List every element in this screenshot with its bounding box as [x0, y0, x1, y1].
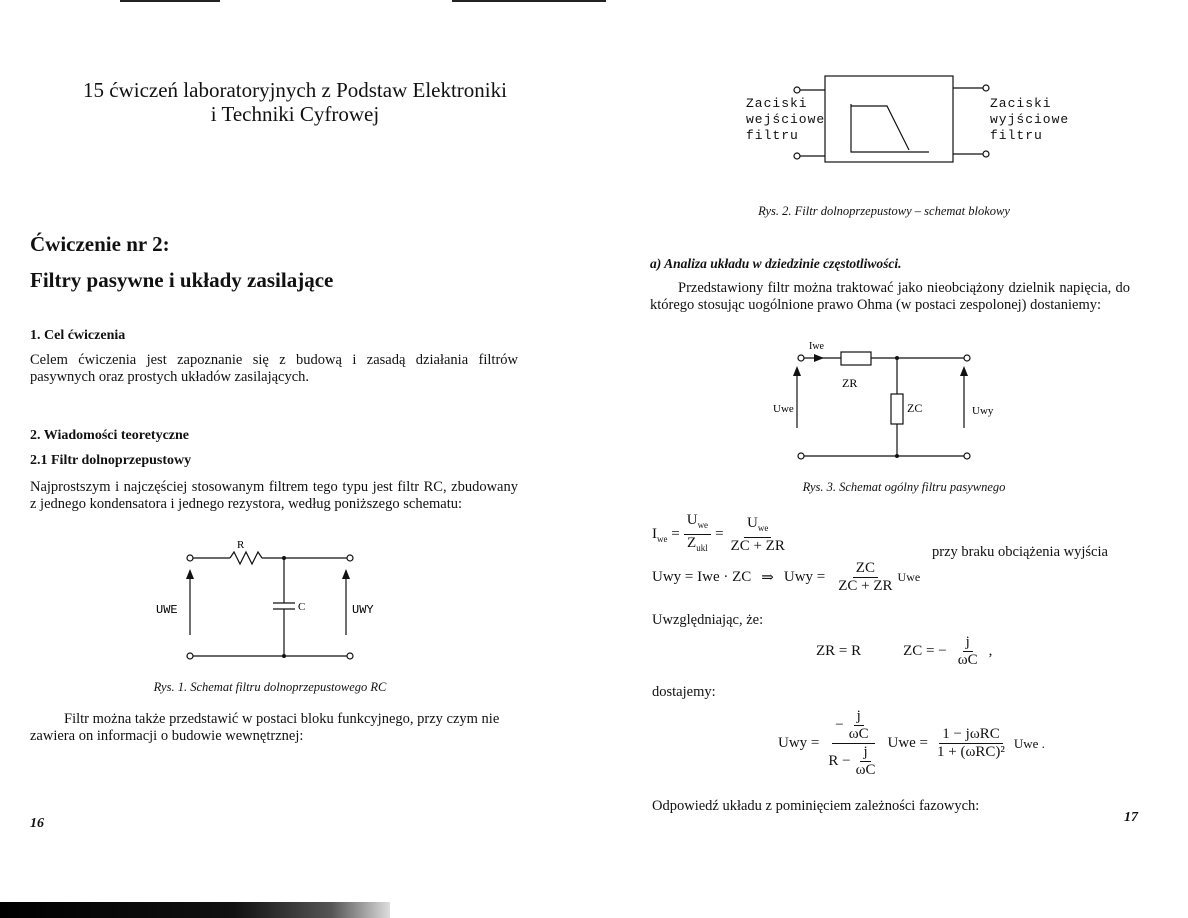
eq2-fraction	[835, 560, 895, 595]
eq1-f1-num: U	[686, 512, 698, 528]
eq4-big-fraction: − $\frac{j}{\omega C}$ R − $\frac{j}{\omega C}$	[825, 708, 881, 779]
fig1-output-top-terminal	[347, 555, 353, 561]
eq4-mid: Uwe =	[887, 735, 929, 751]
exercise-subtitle: Filtry pasywne i układy zasilające	[30, 268, 334, 292]
eq3-fraction	[955, 634, 981, 669]
section-a-text: Przedstawiony filtr można traktować jako nieobciążony dzielnik napięcia, do którego stosując uogólnione prawo Ohma (w postaci zespolonej) dostaniemy:	[650, 280, 1130, 313]
fig1-resistor	[230, 552, 262, 564]
fig1-label-uwy: UWY	[352, 603, 374, 617]
we-get: dostajemy:	[652, 684, 716, 700]
eq4-inner-den-2: ωC	[855, 762, 876, 778]
eq1-f2-num-sub: we	[757, 522, 769, 533]
scan-bottom-edge	[0, 902, 390, 918]
eq4-result-fraction	[934, 726, 1008, 761]
eq4-lhs: Uwy =	[778, 735, 820, 751]
book-title-line2: i Techniki Cyfrowej	[210, 102, 380, 126]
eq2-rhs-lhs: Uwy =	[783, 569, 826, 585]
fig2-output-label-3: filtru	[990, 128, 1043, 143]
fig3-label-iwe: Iwe	[809, 341, 824, 352]
fig3-label-zc: ZC	[907, 401, 923, 415]
eq4-den-r: R −	[828, 753, 851, 769]
fig1-input-top-terminal	[187, 555, 193, 561]
fig3-zc-element	[891, 394, 903, 424]
fig3-label-uwy: Uwy	[972, 405, 994, 417]
fig3-zr-element	[841, 352, 871, 365]
eq4-top-fraction	[846, 708, 872, 743]
fig3-label-zr: ZR	[842, 376, 858, 390]
section21-heading: 2.1 Filtr dolnoprzepustowy	[30, 453, 192, 468]
section1-heading: 1. Cel ćwiczenia	[30, 328, 126, 343]
fig2-filter-block	[825, 76, 953, 162]
fig2-lowpass-curve	[851, 106, 909, 150]
fig1-caption: Rys. 1. Schemat filtru dolnoprzepustowego RC	[153, 680, 387, 694]
fig3-caption: Rys. 3. Schemat ogólny filtru pasywnego	[802, 480, 1006, 494]
eq4-tail: Uwe .	[1013, 735, 1045, 751]
right-page	[594, 0, 1188, 918]
fig1-label-c: C	[298, 601, 306, 613]
fig2-block-diagram	[789, 72, 999, 172]
fig3-general-schematic	[769, 338, 1029, 468]
eq4-inner-num-2: j	[860, 744, 870, 762]
no-load-note: przy braku obciążenia wyjścia	[932, 544, 1108, 560]
eq1-f2-den: ZC + ZR	[730, 537, 785, 554]
equation-1: $I_{we}$ = $\frac{U_{we}}{Z_{ukl}}$ = $\frac{U_{we}}{ZC + ZR}$	[652, 512, 788, 557]
eq3-zc-lhs: ZC = −	[903, 643, 947, 659]
fig2-input-label-1: Zaciski	[746, 96, 808, 111]
book-title-line1: 15 ćwiczeń laboratoryjnych z Podstaw Elektroniki	[83, 78, 507, 102]
right-bottom-text: Odpowiedź układu z pominięciem zależności fazowych:	[652, 798, 980, 814]
eq4-num2: 1 − jωRC	[939, 726, 1003, 744]
eq2-arrow: ⇒	[761, 570, 774, 586]
section2-heading: 2. Wiadomości teoretyczne	[30, 428, 190, 443]
taking-into-account: Uwzględniając, że:	[652, 612, 764, 628]
eq1-f1-den: Z	[687, 535, 697, 551]
eq2-rhs-num: ZC	[853, 560, 878, 578]
eq1-f2-num: U	[747, 514, 758, 531]
fig2-output-label	[990, 96, 1069, 144]
eq3-zc-num: j	[963, 634, 973, 652]
eq4-den2: 1 + (ωRC)²	[937, 744, 1005, 760]
equation-4	[778, 708, 1045, 779]
eq1-lhs-sub: we	[657, 533, 668, 544]
eq1-f1-num-sub: we	[697, 520, 709, 530]
fig1-input-bottom-terminal	[187, 653, 193, 659]
eq1-f1-den-sub: ukl	[696, 543, 708, 553]
section21-text: Najprostszym i najczęściej stosowanym filtrem tego typu jest filtr RC, zbudowany z jednego kondensatora i jednego rezystora, według poniższego schematu:	[30, 479, 518, 512]
fig2-input-label-3: filtru	[746, 128, 799, 143]
eq2-rhs-tail: Uwe	[897, 570, 921, 584]
eq4-inner-num: j	[854, 708, 864, 726]
exercise-title: Ćwiczenie nr 2:	[30, 232, 170, 256]
fig2-output-label-2: wyjściowe	[990, 112, 1070, 127]
eq4-bottom-fraction	[853, 744, 879, 779]
right-page-number: 17	[1124, 810, 1138, 825]
left-page-number: 16	[30, 816, 44, 831]
eq2-rhs-den: ZC + ZR	[838, 578, 893, 594]
eq3-zr: ZR = R	[816, 643, 862, 659]
equation-3: ZR = R ZC = − $\frac{j}{\omega C}$ ,	[816, 634, 993, 668]
fig2-input-label-2: wejściowe	[746, 112, 826, 127]
fig1-rc-schematic	[156, 535, 374, 665]
fig1-label-uwe: UWE	[156, 603, 178, 617]
eq4-inner-den: ωC	[848, 726, 869, 742]
eq1-lhs: I	[652, 525, 657, 542]
fig1-label-r: R	[237, 539, 245, 551]
eq1-fraction-1	[684, 512, 711, 557]
fig1-output-bottom-terminal	[347, 653, 353, 659]
left-bottom-text: Filtr można także przedstawić w postaci bloku funkcyjnego, przy czym nie zawiera on informacji o budowie wewnętrznej:	[30, 711, 500, 744]
eq2-lhs: Uwy = Iwe · ZC	[652, 569, 752, 585]
fig2-output-label-1: Zaciski	[990, 96, 1052, 111]
section-a-heading: a) Analiza układu w dziedzinie częstotliwości.	[650, 256, 902, 271]
eq1-fraction-2	[728, 515, 788, 555]
section1-text: Celem ćwiczenia jest zapoznanie się z budową i zasadą działania filtrów pasywnych oraz prostych układów zasilających.	[30, 352, 518, 385]
fig2-caption: Rys. 2. Filtr dolnoprzepustowy – schemat blokowy	[758, 204, 1010, 218]
equation-2	[652, 560, 920, 595]
book-title	[60, 78, 530, 126]
fig3-label-uwe: Uwe	[773, 403, 794, 415]
eq3-zc-den: ωC	[957, 652, 978, 668]
